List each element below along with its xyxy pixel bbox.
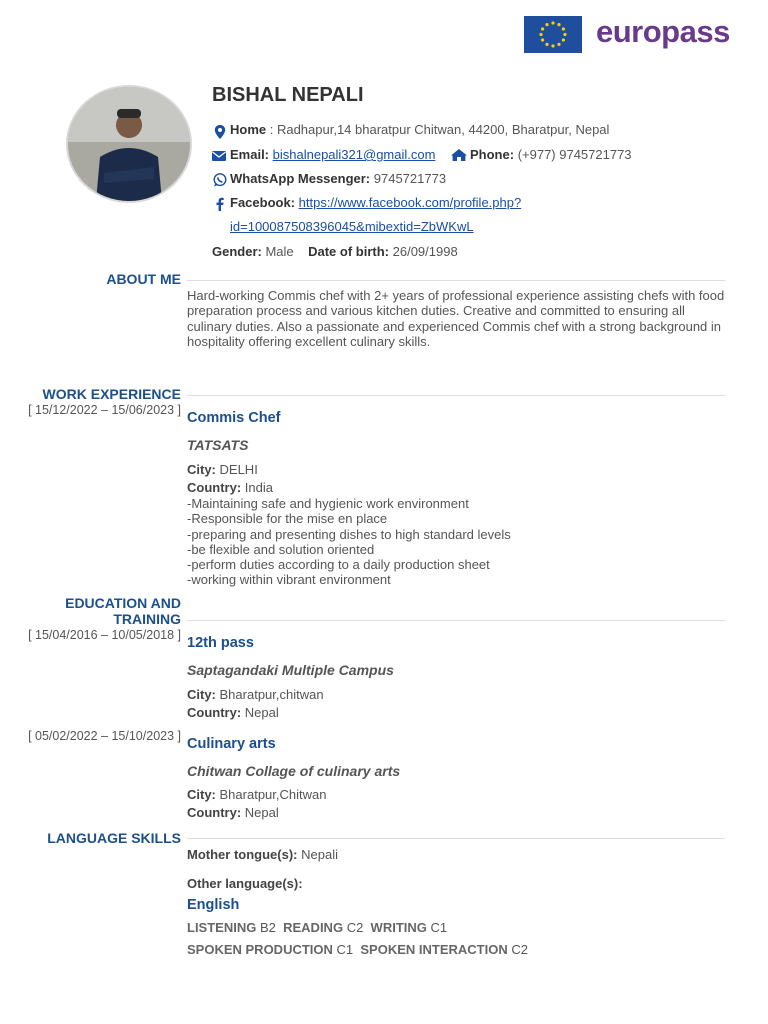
education-divider [187, 620, 725, 621]
education-country [187, 705, 279, 720]
mother-tongue [187, 847, 338, 862]
home-phone-icon [450, 147, 468, 163]
facebook-line-2 [230, 218, 474, 236]
education-date: [ 05/02/2022 – 15/10/2023 ] [28, 729, 181, 743]
dob-value: 26/09/1998 [392, 244, 458, 259]
dob-label: Date of birth: [308, 244, 389, 259]
reading-level: C2 [346, 920, 364, 935]
education-city [187, 687, 324, 702]
language-skills-row-1 [187, 920, 447, 935]
work-duty-item: -perform duties according to a daily production sheet [187, 557, 490, 573]
location-pin-icon [212, 124, 228, 140]
facebook-label: Facebook: [230, 195, 296, 210]
mother-tongue-value: Nepali [301, 847, 338, 862]
education-title: Culinary arts [187, 736, 276, 752]
profile-photo [66, 85, 192, 203]
education-city-label: City: [187, 687, 216, 702]
education-city-value: Bharatpur,chitwan [219, 687, 324, 702]
education-country-value: Nepal [244, 705, 279, 720]
section-about-heading: ABOUT ME [106, 271, 181, 287]
phone-label: Phone: [470, 147, 515, 162]
mother-tongue-label: Mother tongue(s): [187, 847, 298, 862]
facebook-icon [212, 196, 228, 212]
section-work-heading: WORK EXPERIENCE [42, 386, 181, 402]
spoken-production-label: SPOKEN PRODUCTION [187, 942, 333, 957]
person-photo-icon [68, 87, 190, 201]
facebook-link-part-2[interactable]: id=100087508396045&mibextid=ZbWKwL [230, 219, 474, 234]
email-line [230, 146, 435, 164]
work-job-title: Commis Chef [187, 410, 281, 426]
education-country [187, 805, 279, 820]
home-value: : Radhapur,14 bharatpur Chitwan, 44200, Bharatpur, Nepal [266, 122, 610, 137]
personal-info-line [212, 243, 458, 261]
candidate-name: BISHAL NEPALI [212, 84, 364, 106]
work-divider [187, 395, 725, 396]
work-city-label: City: [187, 462, 216, 477]
work-country [187, 480, 273, 495]
about-divider [187, 280, 725, 281]
europass-brand: europass [596, 14, 730, 49]
eu-stars-icon [524, 16, 582, 53]
work-city [187, 462, 258, 477]
eu-flag-logo [524, 16, 582, 53]
phone-value: (+977) 9745721773 [517, 147, 632, 162]
spoken-interaction-level: C2 [511, 942, 528, 957]
language-name: English [187, 897, 240, 913]
work-date: [ 15/12/2022 – 15/06/2023 ] [28, 403, 181, 417]
spoken-production-level: C1 [336, 942, 354, 957]
education-city-label: City: [187, 787, 216, 802]
email-link[interactable]: bishalnepali321@gmail.com [272, 147, 436, 162]
work-country-label: Country: [187, 480, 242, 495]
work-country-value: India [244, 480, 273, 495]
education-country-value: Nepal [244, 805, 279, 820]
home-label: Home [230, 122, 267, 137]
education-country-label: Country: [187, 805, 242, 820]
whatsapp-icon [212, 172, 228, 188]
section-education-heading [65, 595, 181, 627]
facebook-line [230, 194, 521, 212]
other-languages-text: Other language(s): [187, 876, 303, 891]
listening-label: LISTENING [187, 920, 257, 935]
whatsapp-label: WhatsApp Messenger: [230, 171, 371, 186]
gender-value: Male [265, 244, 294, 259]
education-city [187, 787, 326, 802]
language-divider [187, 838, 725, 839]
work-duty-item: -Maintaining safe and hygienic work environment [187, 496, 469, 511]
whatsapp-line [230, 170, 446, 188]
education-institution: Chitwan Collage of culinary arts [187, 763, 401, 779]
work-city-value: DELHI [219, 462, 258, 477]
work-duty-item: -preparing and presenting dishes to high standard levels [187, 526, 511, 542]
work-duty-item: -be flexible and solution oriented [187, 541, 375, 557]
other-languages-label [187, 876, 303, 891]
education-title: 12th pass [187, 635, 254, 651]
education-country-label: Country: [187, 705, 242, 720]
whatsapp-value: 9745721773 [373, 171, 447, 186]
work-duties-list [187, 496, 727, 588]
language-skills-row-2 [187, 942, 528, 957]
writing-level: C1 [430, 920, 448, 935]
email-label: Email: [230, 147, 270, 162]
writing-label: WRITING [370, 920, 427, 935]
section-language-heading: LANGUAGE SKILLS [47, 830, 181, 846]
work-duty-item: -working within vibrant environment [187, 572, 391, 588]
phone-line [470, 146, 632, 164]
education-heading-line-1: EDUCATION AND [65, 595, 181, 611]
spoken-interaction-label: SPOKEN INTERACTION [360, 942, 508, 957]
about-text: Hard-working Commis chef with 2+ years of professional experience assisting chefs with food preparation process and various kitchen duties. Creative and committed to ensuring all culinary duties. Also a passionate and experienced Commis chef with a strong background in hospitality offering excellent culinary skills. [187, 288, 725, 349]
education-heading-line-2: TRAINING [113, 611, 181, 627]
facebook-link-part-1[interactable]: https://www.facebook.com/profile.php? [298, 195, 522, 210]
education-city-value: Bharatpur,Chitwan [219, 787, 327, 802]
gender-label: Gender: [212, 244, 262, 259]
education-institution: Saptagandaki Multiple Campus [187, 662, 394, 678]
listening-level: B2 [259, 920, 276, 935]
email-icon [211, 148, 227, 164]
education-date: [ 15/04/2016 – 10/05/2018 ] [28, 628, 181, 642]
reading-label: READING [283, 920, 344, 935]
home-address-line [230, 121, 609, 139]
work-employer: TATSATS [187, 437, 249, 453]
work-duty-item: -Responsible for the mise en place [187, 511, 388, 527]
